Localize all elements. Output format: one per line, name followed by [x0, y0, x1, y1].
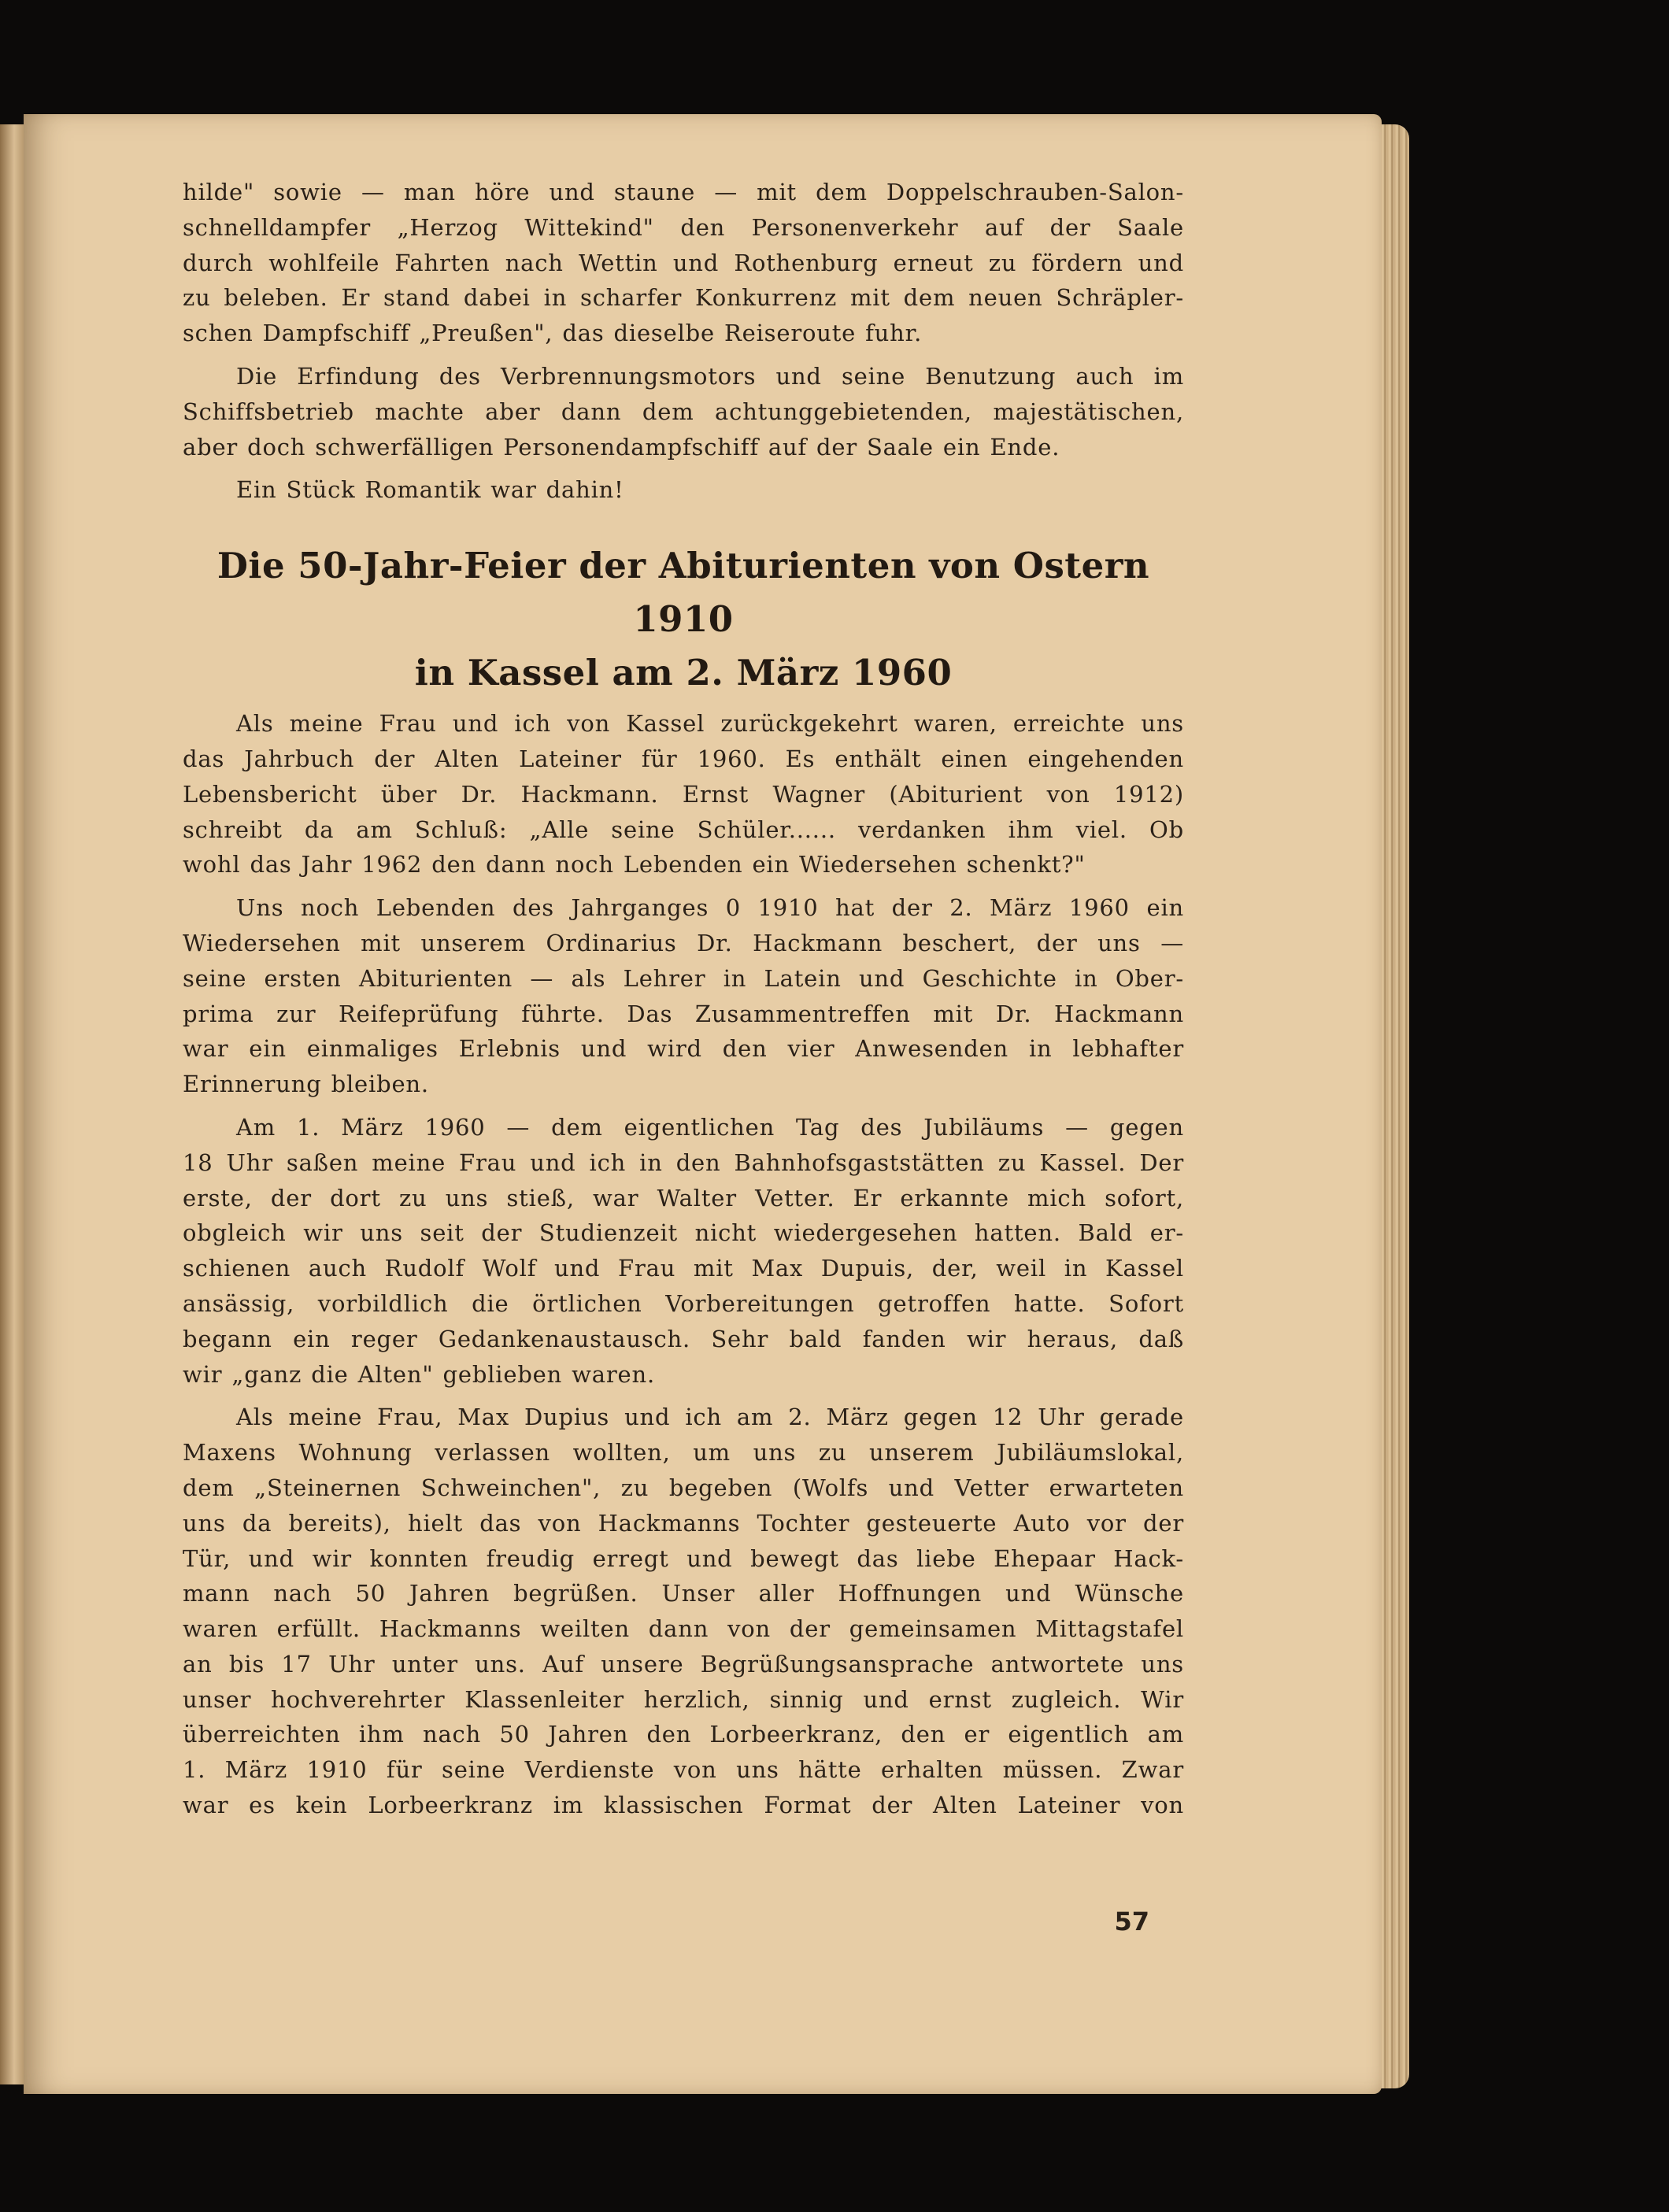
text-line: waren erfüllt. Hackmanns weilten dann von der gemeinsamen Mittagstafel [183, 1615, 1184, 1643]
text-line: seine ersten Abiturienten — als Lehrer in Latein und Geschichte in Ober- [183, 964, 1184, 992]
text-line: wohl das Jahr 1962 den dann noch Lebenden ein Wiedersehen schenkt?" [183, 851, 1086, 879]
text-line: Uns noch Lebenden des Jahrganges 0 1910 hat der 2. März 1960 ein [236, 894, 1184, 922]
text-line: begann ein reger Gedankenaustausch. Sehr bald fanden wir heraus, daß [183, 1325, 1184, 1352]
text-line: schienen auch Rudolf Wolf und Frau mit Max Dupuis, der, weil in Kassel [183, 1255, 1184, 1282]
text-line: schen Dampfschiff „Preußen", das dieselbe Reiseroute fuhr. [183, 320, 923, 347]
text-line: prima zur Reifeprüfung führte. Das Zusammentreffen mit Dr. Hackmann [183, 1000, 1184, 1027]
text-line: Als meine Frau, Max Dupius und ich am 2. März gegen 12 Uhr gerade [236, 1404, 1184, 1431]
text-line: war ein einmaliges Erlebnis und wird den vier Anwesenden in lebhafter [183, 1035, 1184, 1063]
text-line: an bis 17 Uhr unter uns. Auf unsere Begrüßungsansprache antwortete uns [183, 1650, 1184, 1677]
page-number: 57 [1114, 1907, 1149, 1936]
paragraph-engine [183, 359, 1184, 464]
paragraph-romantik [183, 472, 1184, 508]
text-line: aber doch schwerfälligen Personendampfschiff auf der Saale ein Ende. [183, 433, 1060, 461]
text-line: ansässig, vorbildlich die örtlichen Vorbereitungen getroffen hatte. Sofort [183, 1289, 1184, 1317]
text-line: wir „ganz die Alten" geblieben waren. [183, 1360, 655, 1388]
text-line: Lebensbericht über Dr. Hackmann. Ernst Wagner (Abiturient von 1912) [183, 780, 1184, 808]
text-line: war es kein Lorbeerkranz im klassischen Format der Alten Lateiner von [183, 1792, 1184, 1819]
text-line: Wiedersehen mit unserem Ordinarius Dr. Hackmann beschert, der uns — [183, 929, 1184, 956]
heading-line-2: in Kassel am 2. März 1960 [414, 652, 953, 694]
text-line: schnelldampfer „Herzog Wittekind" den Personenverkehr auf der Saale [183, 213, 1184, 241]
text-line: Die Erfindung des Verbrennungsmotors und seine Benutzung auch im [236, 362, 1184, 390]
paragraph-zweiter-maerz [183, 1400, 1184, 1823]
text-line: unser hochverehrter Klassenleiter herzlich, sinnig und ernst zugleich. Wir [183, 1685, 1184, 1713]
text-line: mann nach 50 Jahren begrüßen. Unser aller Hoffnungen und Wünsche [183, 1580, 1184, 1607]
section-heading [183, 539, 1184, 700]
text-line: das Jahrbuch der Alten Lateiner für 1960. Es enthält einen eingehenden [183, 745, 1184, 772]
text-line: Am 1. März 1960 — dem eigentlichen Tag des Jubiläums — gegen [236, 1113, 1184, 1141]
paragraph-jahrbuch [183, 706, 1184, 882]
text-line: Tür, und wir konnten freudig erregt und bewegt das liebe Ehepaar Hack- [183, 1544, 1184, 1572]
paragraph-wiedersehen [183, 890, 1184, 1102]
text-line: dem „Steinernen Schweinchen", zu begeben (Wolfs und Vetter erwarteten [183, 1474, 1184, 1501]
text-line: Maxens Wohnung verlassen wollten, um uns zu unserem Jubiläumslokal, [183, 1439, 1184, 1467]
text-line: uns da bereits), hielt das von Hackmanns Tochter gesteuerte Auto vor der [183, 1509, 1184, 1537]
text-line: schreibt da am Schluß: „Alle seine Schüler...... verdanken ihm viel. Ob [183, 816, 1184, 843]
text-line: überreichten ihm nach 50 Jahren den Lorbeerkranz, den er eigentlich am [183, 1721, 1184, 1748]
page-content [183, 175, 1184, 1823]
text-line: erste, der dort zu uns stieß, war Walter Vetter. Er erkannte mich sofort, [183, 1184, 1184, 1211]
paragraph-erster-maerz [183, 1110, 1184, 1392]
text-line: 1. März 1910 für seine Verdienste von uns hätte erhalten müssen. Zwar [183, 1756, 1184, 1784]
text-line: zu beleben. Er stand dabei in scharfer Konkurrenz mit dem neuen Schräpler- [183, 284, 1184, 312]
paragraph-continuation [183, 175, 1184, 351]
text-line: obgleich wir uns seit der Studienzeit nicht wiedergesehen hatten. Bald er- [183, 1219, 1184, 1247]
heading-line-1: Die 50-Jahr-Feier der Abiturienten von Ostern 1910 [216, 545, 1150, 641]
text-line: 18 Uhr saßen meine Frau und ich in den Bahnhofsgaststätten zu Kassel. Der [183, 1149, 1184, 1176]
text-line: Erinnerung bleiben. [183, 1071, 429, 1098]
text-line: hilde" sowie — man höre und staune — mit dem Doppelschrauben-Salon- [183, 179, 1184, 205]
text-line: Schiffsbetrieb machte aber dann dem achtunggebietenden, majestätischen, [183, 398, 1184, 425]
left-page-edge [0, 124, 24, 2084]
text-line: Ein Stück Romantik war dahin! [236, 476, 624, 504]
text-line: Als meine Frau und ich von Kassel zurückgekehrt waren, erreichte uns [236, 710, 1184, 738]
text-line: durch wohlfeile Fahrten nach Wettin und Rothenburg erneut zu fördern und [183, 249, 1184, 276]
